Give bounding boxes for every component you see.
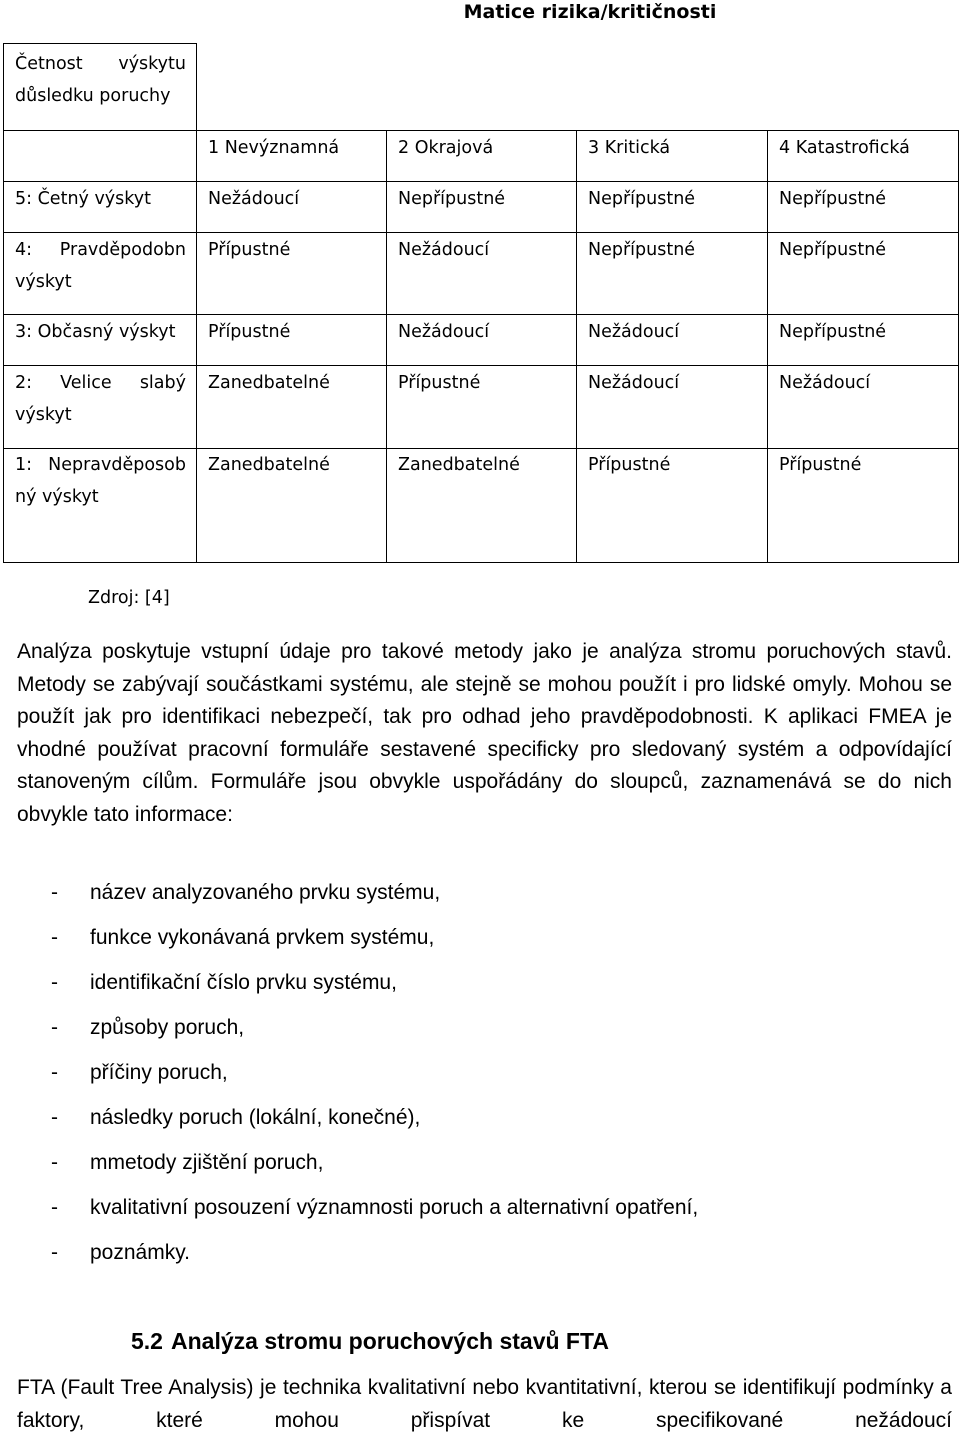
list-item-text: funkce vykonávaná prvkem systému, (90, 926, 435, 949)
table-row (4, 366, 959, 449)
severity-column-header: 2 Okrajová (387, 131, 577, 182)
risk-cell: Přípustné (768, 449, 959, 563)
risk-cell: Přípustné (197, 233, 387, 315)
table-row (4, 131, 959, 182)
list-item-text: mmetody zjištění poruch, (90, 1151, 324, 1174)
list-item-text: následky poruch (lokální, konečné), (90, 1106, 421, 1129)
list-dash: - (51, 1106, 58, 1129)
risk-cell: Zanedbatelné (197, 366, 387, 449)
severity-column-header: 4 Katastrofická (768, 131, 959, 182)
list-item (17, 1050, 937, 1095)
table-row (4, 44, 959, 131)
section-heading (131, 1325, 609, 1357)
list-dash: - (51, 926, 58, 949)
risk-cell: Zanedbatelné (387, 449, 577, 563)
risk-cell: Nepřípustné (768, 182, 959, 233)
list-dash: - (51, 1241, 58, 1264)
corner-label: Četnost výskytu důsledku poruchy (4, 44, 197, 131)
risk-cell: Nežádoucí (577, 315, 768, 366)
list-item (17, 1140, 937, 1185)
risk-cell: Nepřípustné (768, 315, 959, 366)
list-item (17, 1095, 937, 1140)
list-dash: - (51, 881, 58, 904)
frequency-row-label: 3: Občasný výskyt (4, 315, 197, 366)
risk-cell: Nežádoucí (577, 366, 768, 449)
list-item-text: identifikační číslo prvku systému, (90, 971, 397, 994)
risk-cell: Přípustné (387, 366, 577, 449)
list-item-text: kvalitativní posouzení významnosti poruch a alternativní opatření, (90, 1196, 699, 1219)
table-row (4, 315, 959, 366)
risk-cell: Nežádoucí (197, 182, 387, 233)
risk-cell: Zanedbatelné (197, 449, 387, 563)
list-item-text: příčiny poruch, (90, 1061, 228, 1084)
paragraph: FTA (Fault Tree Analysis) je technika kvalitativní nebo kvantitativní, kterou se identifikují podmínky a faktory, které mohou přispívat ke specifikované nežádoucí (17, 1376, 952, 1432)
list-dash: - (51, 1151, 58, 1174)
table-row (4, 449, 959, 563)
list-item (17, 1005, 937, 1050)
risk-cell: Nežádoucí (387, 315, 577, 366)
section-title: Analýza stromu poruchových stavů FTA (171, 1328, 609, 1354)
table-title: Matice rizika/kritičnosti (463, 1, 717, 23)
risk-cell: Nepřípustné (577, 182, 768, 233)
list-item (17, 870, 937, 915)
risk-cell: Přípustné (577, 449, 768, 563)
risk-cell: Přípustné (197, 315, 387, 366)
list-item-text: název analyzovaného prvku systému, (90, 881, 441, 904)
paragraph: Analýza poskytuje vstupní údaje pro takové metody jako je analýza stromu poruchových stavů. Metody se zabývají součástkami systému, ale stejně se mohou použít i pro lidské omyly. Mohou se použít jak pro identifikaci nebezpečí, tak pro odhad jeho pravděpodobnosti. K aplikaci FMEA je vhodné používat pracovní formuláře sestavené specificky pro sledovaný systém a odpovídající stanoveným cílům. Formuláře jsou obvykle uspořádány do sloupců, zaznamenává se do nich obvykle tato informace: (17, 640, 952, 826)
risk-cell: Nepřípustné (768, 233, 959, 315)
severity-column-header: 1 Nevýznamná (197, 131, 387, 182)
frequency-row-label: 5: Četný výskyt (4, 182, 197, 233)
list-item (17, 915, 937, 960)
list-dash: - (51, 1061, 58, 1084)
risk-matrix-table (3, 43, 959, 563)
list-item (17, 960, 937, 1005)
list-item (17, 1185, 937, 1230)
list-item (17, 1230, 937, 1275)
empty-header-cell (197, 44, 959, 131)
table-source-note: Zdroj: [4] (88, 588, 170, 608)
section-number: 5.2 (131, 1328, 163, 1354)
table-row (4, 233, 959, 315)
frequency-row-label: 4: Pravděpodobn výskyt (4, 233, 197, 315)
risk-cell: Nepřípustné (577, 233, 768, 315)
list-dash: - (51, 971, 58, 994)
list-item-text: poznámky. (90, 1241, 190, 1264)
frequency-row-label: 1: Nepravděposobný výskyt (4, 449, 197, 563)
risk-cell: Nežádoucí (768, 366, 959, 449)
risk-cell: Nežádoucí (387, 233, 577, 315)
frequency-row-label: 2: Velice slabý výskyt (4, 366, 197, 449)
severity-column-header: 3 Kritická (577, 131, 768, 182)
list-dash: - (51, 1016, 58, 1039)
table-row (4, 182, 959, 233)
list-dash: - (51, 1196, 58, 1219)
list-item-text: způsoby poruch, (90, 1016, 245, 1039)
risk-cell: Nepřípustné (387, 182, 577, 233)
empty-cell (4, 131, 197, 182)
information-list (17, 870, 937, 1275)
